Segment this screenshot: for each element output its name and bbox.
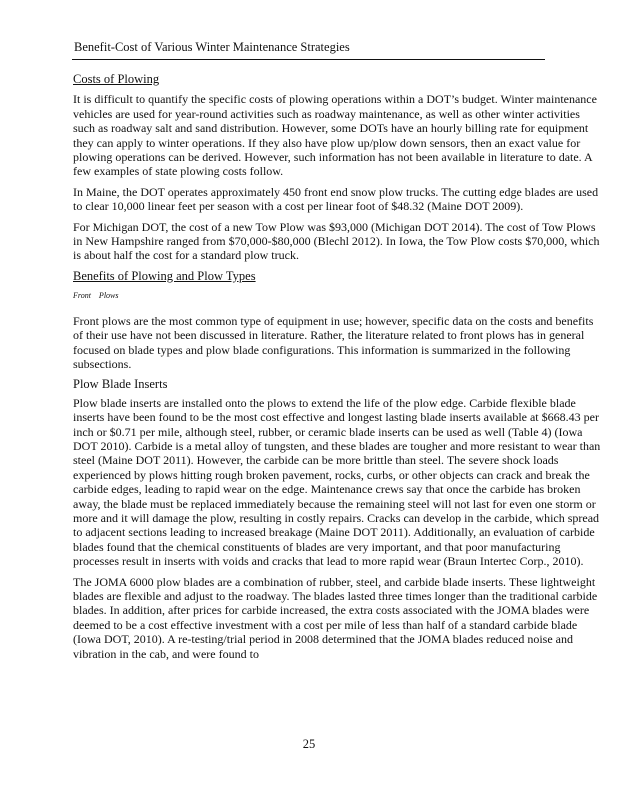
section-heading-costs-of-plowing: Costs of Plowing: [73, 72, 160, 86]
paragraph: Plow blade inserts are installed onto the plows to extend the life of the plow edge. Carbide flexible blade inserts have been found to be the most cost effective and longest lasting blade inserts available at $668.43 per inch or $0.71 per mile, although steel, rubber, or ceramic blade inserts can be used as well (Table 4) (Iowa DOT 2010). Carbide is a metal alloy of tungsten, and these blades are tougher and more resistant to wear than steel (Maine DOT 2011). However, the carbide can be more brittle than steel. The severe shock loads experienced by plows hitting rough broken pavement, rocks, curbs, or other objects can crack and break the carbide edges, leading to rapid wear on the edge. Maintenance crews say that once the carbide has broken away, the blade must be replaced immediately because the remaining steel will not last for even one storm or more and it will damage the plow, resulting in costly repairs. Cracks can develop in the carbide, which spread to adjacent sections leading to increased breakage (Maine DOT 2011). Additionally, an evaluation of carbide blades found that the chemical constituents of blades are very important, and that poor manufacturing processes result in inserts with voids and cracks that lead to more rapid wear (Braun Intertec Corp., 2010).: [73, 395, 601, 569]
page-number: 25: [302, 737, 316, 751]
paragraph: In Maine, the DOT operates approximately 450 front end snow plow trucks. The cutting edge blades are used to clear 10,000 linear feet per season with a cost per linear foot of $48.32 (Maine DOT 2009).: [73, 184, 599, 214]
subsection-heading-front-plows: Front Plows: [73, 291, 119, 301]
running-header: Benefit-Cost of Various Winter Maintenance Strategies: [74, 40, 350, 54]
paragraph: Front plows are the most common type of equipment in use; however, specific data on the costs and benefits of their use have not been discussed in literature. Rather, the literature related to front plows has in general focused on blade types and plow blade configurations. This information is summarized in the following subsections.: [73, 313, 594, 371]
paragraph: The JOMA 6000 plow blades are a combination of rubber, steel, and carbide blade inserts. These lightweight blades are flexible and adjust to the roadway. The blades lasted three times longer than the traditional carbide blades. In addition, after prices for carbide increased, the extra costs associated with the JOMA blades were deemed to be a cost effective investment with a cost per mile of less than half of a standard carbide blade (Iowa DOT, 2010). A re-testing/trial period in 2008 determined that the JOMA blades reduced noise and vibration in the cab, and were found to: [73, 574, 598, 661]
subsection-heading-plow-blade-inserts: Plow Blade Inserts: [73, 377, 168, 392]
header-divider: [72, 59, 545, 60]
section-heading-benefits-of-plowing: Benefits of Plowing and Plow Types: [73, 268, 256, 283]
paragraph: It is difficult to quantify the specific costs of plowing operations within a DOT’s budget. Winter maintenance vehicles are used for year-round activities such as roadway maintenance, as well as other winter activities such as roadway salt and sand distribution. However, some DOTs have an hourly billing rate for equipment they can apply to winter operations. If they also have plow up/plow down sensors, then an exact value for plowing operations can be derived. However, such information has not been available in literature to date. A few examples of state plowing costs follow.: [73, 92, 597, 179]
paragraph: For Michigan DOT, the cost of a new Tow Plow was $93,000 (Michigan DOT 2014). The cost of Tow Plows in New Hampshire ranged from $70,000-$80,000 (Blechl 2012). In Iowa, the Tow Plow costs $70,000, which is about half the cost for a standard plow truck.: [73, 219, 600, 263]
page-body: [73, 68, 603, 667]
